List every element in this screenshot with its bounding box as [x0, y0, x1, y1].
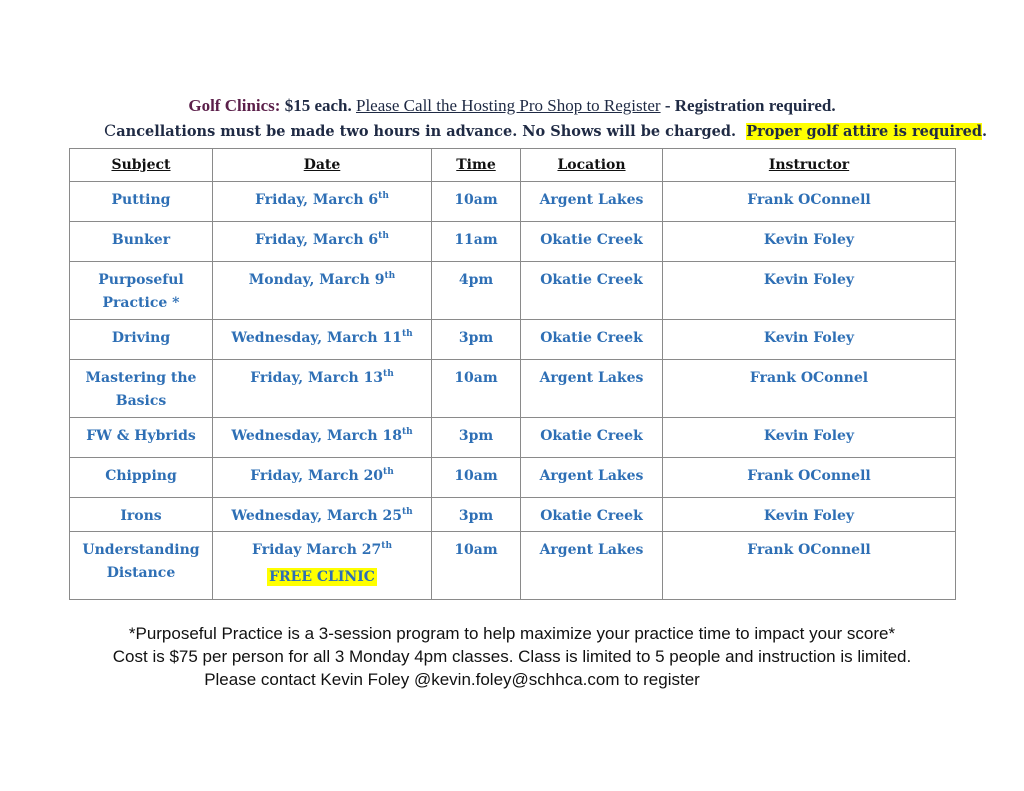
cell-date: Friday March 27th FREE CLINIC — [213, 532, 432, 600]
clinics-label: Golf Clinics: — [188, 96, 281, 115]
cell-instructor: Kevin Foley — [663, 222, 956, 262]
table-row — [70, 532, 956, 600]
cell-date: Friday, March 20th — [213, 458, 432, 498]
registration-required-text: Registration required. — [674, 96, 836, 115]
cell-time: 10am — [432, 458, 521, 498]
header-line-1 — [0, 96, 1024, 116]
note-line-1: *Purposeful Practice is a 3-session program to help maximize your practice time to impact your score* — [128, 624, 896, 643]
cell-instructor: Frank OConnell — [663, 182, 956, 222]
cell-subject: Understanding Distance — [70, 532, 213, 600]
cell-subject: Irons — [70, 498, 213, 532]
table-row — [70, 360, 956, 418]
cell-date: Friday, March 6th — [213, 222, 432, 262]
table-row — [70, 498, 956, 532]
header-line-2 — [104, 121, 987, 140]
footnotes — [0, 622, 1024, 691]
cell-date: Wednesday, March 25th — [213, 498, 432, 532]
cell-subject: Driving — [70, 320, 213, 360]
cell-date: Friday, March 13th — [213, 360, 432, 418]
call-to-register-link[interactable]: Please Call the Hosting Pro Shop to Register — [356, 96, 661, 115]
cell-location: Okatie Creek — [521, 498, 663, 532]
table-row — [70, 418, 956, 458]
cell-instructor: Kevin Foley — [663, 262, 956, 320]
cell-instructor: Frank OConnel — [663, 360, 956, 418]
table-row — [70, 320, 956, 360]
cell-time: 3pm — [432, 498, 521, 532]
cell-location: Okatie Creek — [521, 222, 663, 262]
cell-subject: Bunker — [70, 222, 213, 262]
table-header-row — [70, 149, 956, 182]
price-text: $15 each. — [284, 96, 352, 115]
cell-instructor: Frank OConnell — [663, 458, 956, 498]
cell-location: Argent Lakes — [521, 532, 663, 600]
attire-highlight: Proper golf attire is required — [746, 123, 983, 140]
cell-subject: FW & Hybrids — [70, 418, 213, 458]
attire-period: . — [982, 123, 988, 140]
cell-instructor: Frank OConnell — [663, 532, 956, 600]
table-row — [70, 182, 956, 222]
cell-time: 3pm — [432, 320, 521, 360]
cancellation-text: ancellations must be made two hours in advance. No Shows will be charged. — [116, 123, 737, 140]
cell-subject: Putting — [70, 182, 213, 222]
table-row — [70, 458, 956, 498]
header-date: Date — [213, 149, 432, 182]
header-subject: Subject — [70, 149, 213, 182]
cell-location: Argent Lakes — [521, 182, 663, 222]
cell-instructor: Kevin Foley — [663, 418, 956, 458]
cell-subject: Purposeful Practice * — [70, 262, 213, 320]
cell-date: Wednesday, March 11th — [213, 320, 432, 360]
cell-date: Wednesday, March 18th — [213, 418, 432, 458]
table-row — [70, 262, 956, 320]
clinic-schedule-table — [69, 148, 956, 600]
cell-location: Okatie Creek — [521, 262, 663, 320]
header-instructor: Instructor — [663, 149, 956, 182]
cell-location: Okatie Creek — [521, 418, 663, 458]
cell-time: 10am — [432, 532, 521, 600]
cell-date: Monday, March 9th — [213, 262, 432, 320]
cell-time: 10am — [432, 360, 521, 418]
cell-instructor: Kevin Foley — [663, 498, 956, 532]
note-line-3: Please contact Kevin Foley @kevin.foley@schhca.com to register — [204, 670, 700, 689]
cell-subject: Chipping — [70, 458, 213, 498]
cell-instructor: Kevin Foley — [663, 320, 956, 360]
header-time: Time — [432, 149, 521, 182]
table-row — [70, 222, 956, 262]
cell-date: Friday, March 6th — [213, 182, 432, 222]
note-line-2: Cost is $75 per person for all 3 Monday 4pm classes. Class is limited to 5 people and instruction is limited. — [112, 647, 912, 666]
header-location: Location — [521, 149, 663, 182]
cell-time: 10am — [432, 182, 521, 222]
free-clinic-badge: FREE CLINIC — [269, 569, 375, 585]
dash: - — [664, 96, 671, 115]
cancel-first-letter: C — [104, 121, 117, 140]
cell-time: 3pm — [432, 418, 521, 458]
cell-subject: Mastering the Basics — [70, 360, 213, 418]
cell-time: 11am — [432, 222, 521, 262]
cell-location: Argent Lakes — [521, 360, 663, 418]
cell-location: Argent Lakes — [521, 458, 663, 498]
cell-time: 4pm — [432, 262, 521, 320]
cell-location: Okatie Creek — [521, 320, 663, 360]
